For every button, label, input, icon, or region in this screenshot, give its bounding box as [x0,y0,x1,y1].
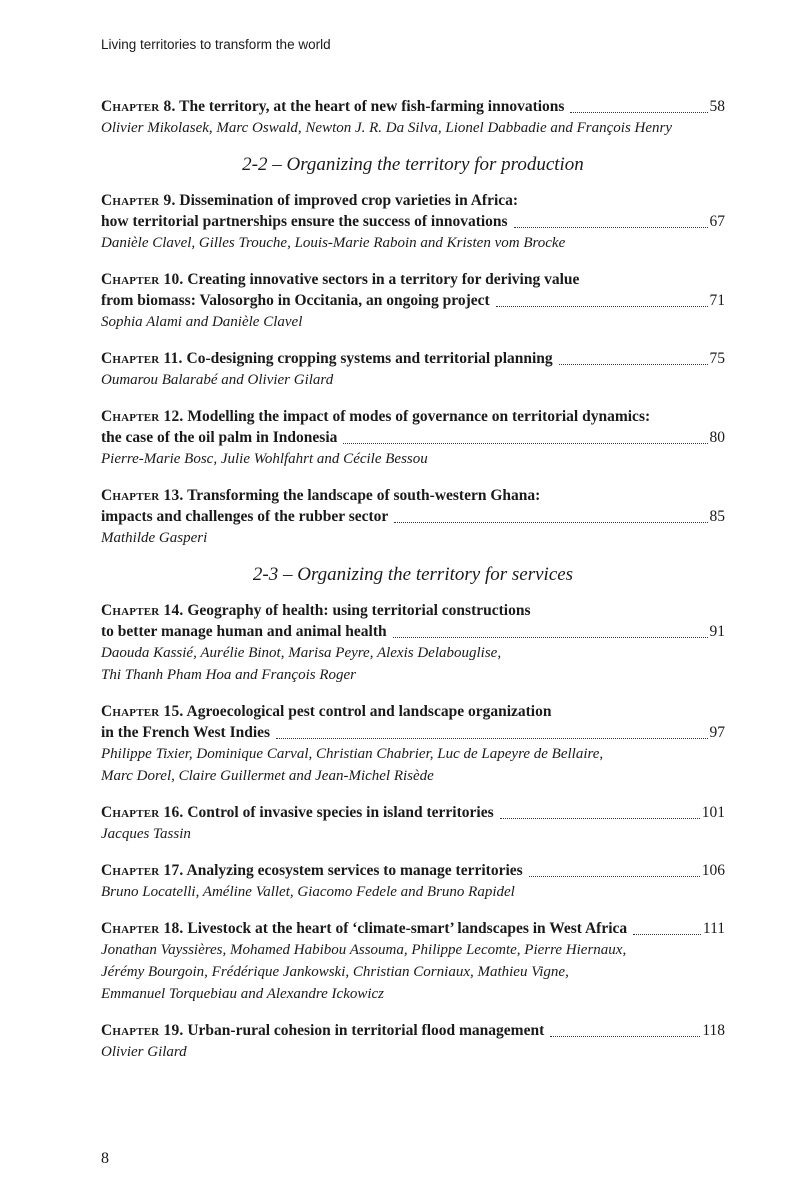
toc-entry-chapter-9[interactable] [101,190,725,254]
leader-dots [496,305,708,307]
chapter-11-page: 75 [709,350,725,367]
chapter-18-title: Livestock at the heart of ‘climate-smart’ landscapes in West Africa [187,920,628,937]
chapter-15-label: Chapter 15. [101,703,184,720]
chapter-13-label: Chapter 13. [101,487,184,504]
toc-entry-chapter-16[interactable] [101,802,725,845]
chapter-18-authors-3: Emmanuel Torquebiau and Alexandre Ickowicz [101,986,385,1002]
leader-dots [343,442,707,444]
chapter-13-title-1: Transforming the landscape of south-western Ghana: [187,487,541,504]
chapter-14-authors-2: Thi Thanh Pham Hoa and François Roger [101,667,356,683]
chapter-18-title-line [101,918,725,939]
chapter-18-authors-1: Jonathan Vayssières, Mohamed Habibou Assouma, Philippe Lecomte, Pierre Hiernaux, [101,942,627,958]
chapter-15-page: 97 [709,724,725,741]
toc-entry-chapter-14[interactable] [101,600,725,686]
chapter-17-label: Chapter 17. [101,862,184,879]
section-heading-2-3: 2-3 – Organizing the territory for services [252,564,574,585]
chapter-9-page: 67 [709,213,725,230]
leader-dots [559,363,708,365]
chapter-17-page: 106 [701,862,725,879]
chapter-10-title-1: Creating innovative sectors in a territory for deriving value [187,271,580,288]
chapter-13-authors: Mathilde Gasperi [101,530,208,546]
chapter-15-authors-2: Marc Dorel, Claire Guillermet and Jean-Michel Risède [101,768,434,784]
chapter-19-title-line [101,1020,725,1041]
leader-dots [500,817,700,819]
chapter-13-page: 85 [709,508,725,525]
chapter-16-label: Chapter 16. [101,804,184,821]
chapter-14-authors-1: Daouda Kassié, Aurélie Binot, Marisa Peyre, Alexis Delabouglise, [101,645,502,661]
chapter-17-title-line [101,860,725,881]
toc-entry-chapter-10[interactable] [101,269,725,333]
toc-entry-chapter-13[interactable] [101,485,725,549]
chapter-9-title-line-2 [101,211,725,232]
chapter-8-label: Chapter 8. [101,98,176,115]
chapter-13-title-2: impacts and challenges of the rubber sector [101,508,389,525]
chapter-10-authors: Sophia Alami and Danièle Clavel [101,314,303,330]
toc-entry-chapter-18[interactable] [101,918,725,1005]
chapter-9-title-1: Dissemination of improved crop varieties in Africa: [179,192,519,209]
chapter-12-page: 80 [709,429,725,446]
toc-entry-chapter-11[interactable] [101,348,725,391]
chapter-11-label: Chapter 11. [101,350,183,367]
toc-entry-chapter-19[interactable] [101,1020,725,1063]
chapter-15-title-1: Agroecological pest control and landscape organization [186,703,552,720]
chapter-19-page: 118 [702,1022,725,1039]
chapter-19-label: Chapter 19. [101,1022,184,1039]
leader-dots [276,737,707,739]
leader-dots [394,521,707,523]
leader-dots [570,111,707,113]
section-heading-2-2: 2-2 – Organizing the territory for production [242,154,584,175]
chapter-15-title-line-2 [101,722,725,743]
chapter-16-title: Control of invasive species in island territories [187,804,494,821]
table-of-contents [101,96,725,1078]
leader-dots [550,1035,700,1037]
running-head: Living territories to transform the world [101,37,331,52]
chapter-8-page: 58 [709,98,725,115]
chapter-9-title-line-1 [101,190,725,211]
chapter-10-title-line-1 [101,269,725,290]
toc-entry-chapter-8[interactable] [101,96,725,139]
chapter-8-title-line [101,96,725,117]
chapter-15-authors-1: Philippe Tixier, Dominique Carval, Christian Chabrier, Luc de Lapeyre de Bellaire, [101,746,604,762]
chapter-12-title-line-1 [101,406,725,427]
chapter-9-authors: Danièle Clavel, Gilles Trouche, Louis-Marie Raboin and Kristen vom Brocke [101,235,566,251]
chapter-16-page: 101 [701,804,725,821]
chapter-15-title-2: in the French West Indies [101,724,271,741]
chapter-12-title-line-2 [101,427,725,448]
chapter-16-authors: Jacques Tassin [101,826,191,842]
chapter-8-authors: Olivier Mikolasek, Marc Oswald, Newton J. R. Da Silva, Lionel Dabbadie and François Henry [101,120,673,136]
chapter-18-authors-2: Jérémy Bourgoin, Frédérique Jankowski, Christian Corniaux, Mathieu Vigne, [101,964,569,980]
chapter-19-authors: Olivier Gilard [101,1044,187,1060]
chapter-12-title-2: the case of the oil palm in Indonesia [101,429,338,446]
chapter-11-title-line [101,348,725,369]
chapter-15-title-line-1 [101,701,725,722]
chapter-12-label: Chapter 12. [101,408,184,425]
chapter-13-title-line-2 [101,506,725,527]
chapter-9-label: Chapter 9. [101,192,176,209]
chapter-14-title-1: Geography of health: using territorial constructions [187,602,531,619]
chapter-11-authors: Oumarou Balarabé and Olivier Gilard [101,372,334,388]
leader-dots [633,933,701,935]
chapter-10-title-2: from biomass: Valosorgho in Occitania, an ongoing project [101,292,490,309]
chapter-17-title: Analyzing ecosystem services to manage territories [186,862,523,879]
chapter-18-label: Chapter 18. [101,920,184,937]
chapter-8-title: The territory, at the heart of new fish-farming innovations [179,98,565,115]
chapter-11-title: Co-designing cropping systems and territorial planning [186,350,553,367]
chapter-13-title-line-1 [101,485,725,506]
chapter-17-authors: Bruno Locatelli, Améline Vallet, Giacomo Fedele and Bruno Rapidel [101,884,515,900]
chapter-12-authors: Pierre-Marie Bosc, Julie Wohlfahrt and Cécile Bessou [101,451,428,467]
toc-entry-chapter-17[interactable] [101,860,725,903]
toc-entry-chapter-15[interactable] [101,701,725,787]
chapter-9-title-2: how territorial partnerships ensure the success of innovations [101,213,508,230]
leader-dots [529,875,700,877]
chapter-16-title-line [101,802,725,823]
leader-dots [514,226,708,228]
chapter-14-page: 91 [709,623,725,640]
chapter-14-title-line-1 [101,600,725,621]
chapter-14-title-line-2 [101,621,725,642]
chapter-12-title-1: Modelling the impact of modes of governance on territorial dynamics: [187,408,651,425]
chapter-10-title-line-2 [101,290,725,311]
chapter-10-label: Chapter 10. [101,271,184,288]
chapter-19-title: Urban-rural cohesion in territorial flood management [187,1022,545,1039]
chapter-10-page: 71 [709,292,725,309]
chapter-14-title-2: to better manage human and animal health [101,623,387,640]
leader-dots [393,636,708,638]
toc-entry-chapter-12[interactable] [101,406,725,470]
chapter-14-label: Chapter 14. [101,602,184,619]
page-number: 8 [101,1150,109,1167]
chapter-18-page: 111 [702,920,725,937]
